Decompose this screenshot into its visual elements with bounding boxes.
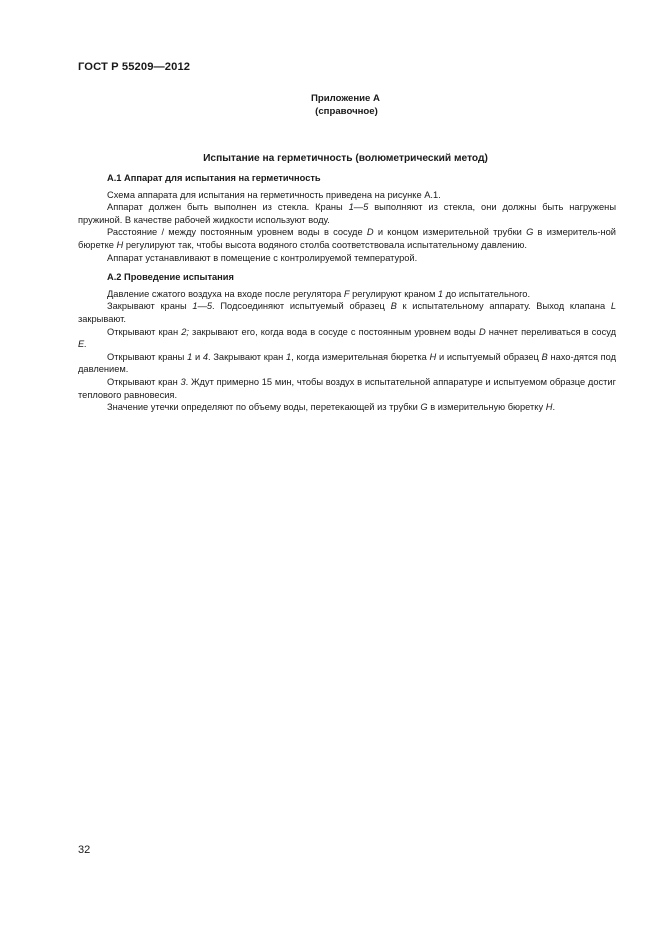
paragraph-text: до испытательного. xyxy=(443,288,531,299)
italic-ref: Н xyxy=(545,402,553,413)
paragraph-text: и испытуемый образец xyxy=(436,351,542,362)
italic-ref: 1—5 xyxy=(192,301,213,312)
paragraph xyxy=(78,351,616,376)
italic-ref: 4 xyxy=(202,351,209,362)
paragraph-text: регулируют так, чтобы высота водяного столба соответствовала испытательному давлению. xyxy=(123,239,527,250)
paragraph xyxy=(78,252,616,265)
italic-ref: Е. xyxy=(78,339,87,350)
paragraph xyxy=(78,201,616,226)
paragraph-text: и xyxy=(192,351,203,362)
paragraph-text: Расстояние / между постоянным уровнем воды в сосуде xyxy=(107,227,367,238)
section-title: Испытание на герметичность (волюметрический метод) xyxy=(203,153,488,164)
paragraph-text: Аппарат устанавливают в помещение с контролируемой температурой. xyxy=(107,252,418,263)
paragraph-text: Схема аппарата для испытания на герметичность приведена на рисунке А.1. xyxy=(107,189,441,200)
italic-ref: 1—5 xyxy=(348,202,369,213)
italic-ref: 2; xyxy=(181,326,189,337)
subsection-heading-a2: А.2 Проведение испытания xyxy=(107,272,234,283)
italic-ref: G xyxy=(526,227,534,238)
paragraph-text: . Закрывают кран xyxy=(208,351,287,362)
italic-ref: H xyxy=(116,239,124,250)
italic-ref: 3 xyxy=(180,376,186,387)
subsection-heading-a1: А.1 Аппарат для испытания на герметичность xyxy=(107,173,321,183)
italic-ref: D xyxy=(366,227,374,238)
paragraph xyxy=(78,376,616,401)
paragraph-text: в измерительную бюретку xyxy=(427,402,546,413)
paragraph xyxy=(78,300,616,325)
italic-ref: L xyxy=(610,301,617,312)
paragraph-text: Открывают кран xyxy=(107,326,182,337)
paragraph-text: к испытательному аппарату. Выход клапана xyxy=(396,301,611,312)
paragraph-text: , когда измерительная бюретка xyxy=(291,351,430,362)
paragraph-text: Открывают кран xyxy=(107,376,181,387)
paragraph-text: выполняют из стекла, они должны быть нагружены пружиной. В качестве рабочей жидкости используют воду. xyxy=(78,202,616,225)
italic-ref: 1 xyxy=(187,351,193,362)
italic-ref: 1 xyxy=(286,351,292,362)
paragraph-text: Аппарат должен быть выполнен из стекла. Краны xyxy=(107,202,349,213)
paragraph-text: в измеритель-ной бюретке xyxy=(78,227,616,250)
paragraph-text: Закрывают краны xyxy=(107,301,193,312)
appendix-subtitle: (справочное) xyxy=(315,106,378,117)
paragraph-text: начнет переливаться в сосуд xyxy=(485,326,616,337)
paragraph-text: нахо-дятся под давлением. xyxy=(78,351,616,375)
paragraph xyxy=(78,326,616,351)
appendix-heading xyxy=(0,92,661,118)
paragraph xyxy=(78,401,616,414)
paragraph-text: . Подсоединяют испытуемый образец xyxy=(212,301,391,312)
paragraph xyxy=(78,226,616,251)
italic-ref: D xyxy=(478,326,486,337)
paragraph-text: закрывают. xyxy=(78,313,126,324)
paragraph-text: Открывают краны xyxy=(107,351,188,362)
appendix-title: Приложение А xyxy=(311,93,380,104)
paragraph-text: . xyxy=(552,402,556,413)
paragraph xyxy=(78,288,616,301)
italic-ref: В xyxy=(541,351,548,362)
paragraph-text: Значение утечки определяют по объему воды, перетекающей из трубки xyxy=(107,402,421,413)
page-number: 32 xyxy=(78,844,91,856)
document-body xyxy=(78,172,616,414)
italic-ref: G xyxy=(420,402,428,413)
paragraph-text: Давление сжатого воздуха на входе после регулятора xyxy=(107,288,344,299)
italic-ref: В xyxy=(390,301,397,312)
paragraph-text: и концом измерительной трубки xyxy=(373,227,527,238)
italic-ref: 1 xyxy=(437,288,444,299)
paragraph xyxy=(78,189,616,202)
paragraph-text: . Ждут примерно 15 мин, чтобы воздух в испытательной аппаратуре и испытуемом образце достиг теплового равновесия. xyxy=(78,376,616,400)
italic-ref: Н xyxy=(429,351,437,362)
paragraph-text: закрывают его, когда вода в сосуде с постоянным уровнем воды xyxy=(188,326,479,337)
standard-code: ГОСТ Р 55209—2012 xyxy=(78,61,191,73)
italic-ref: F xyxy=(343,288,350,299)
paragraph-text: регулируют краном xyxy=(349,288,438,299)
